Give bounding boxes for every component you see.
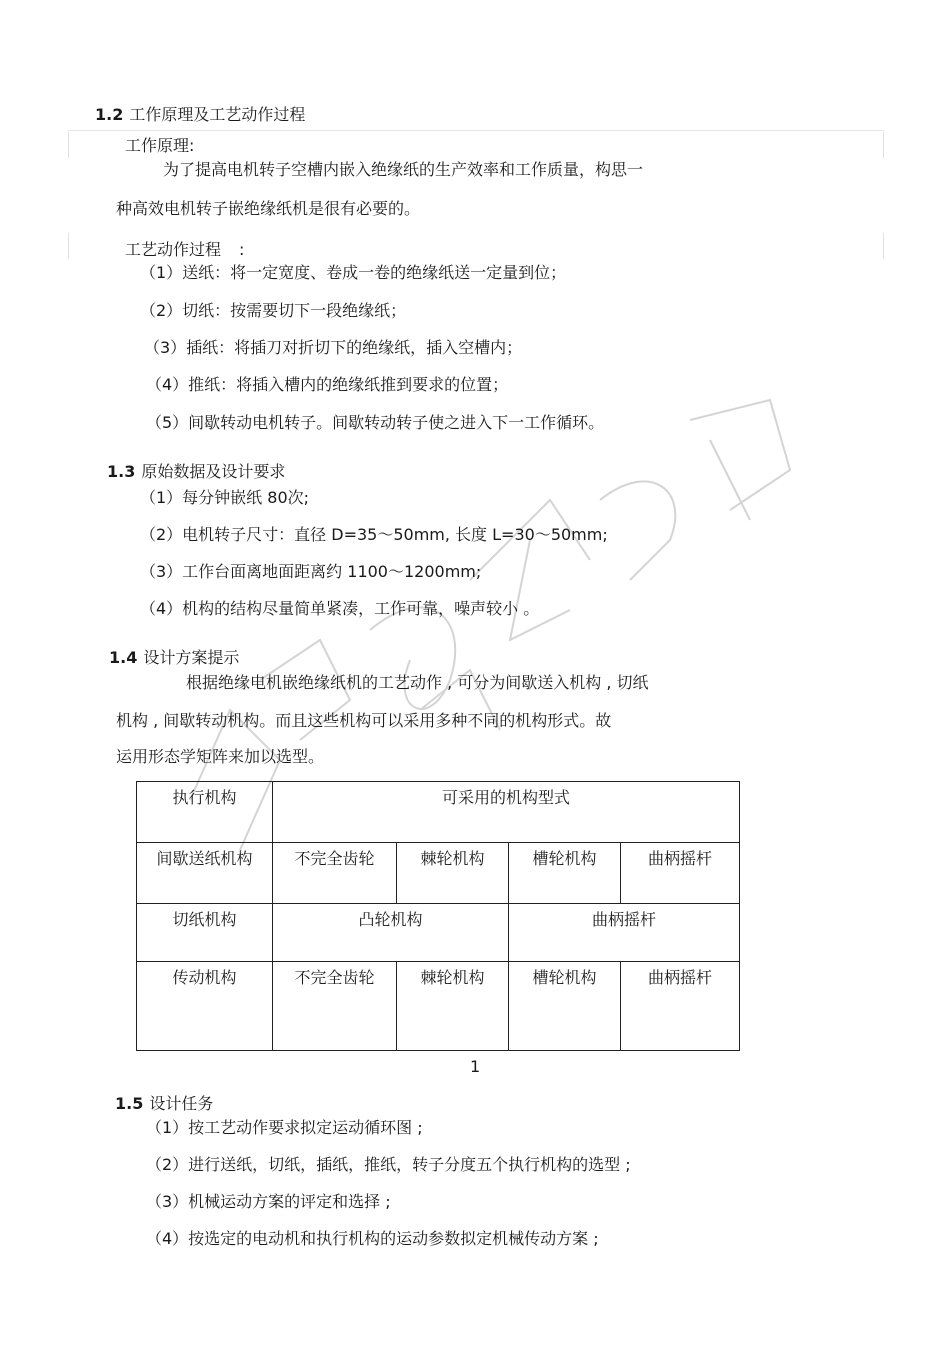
- section-number: 1.3: [107, 462, 136, 481]
- table-cell: 切纸机构: [137, 904, 273, 962]
- requirement-item: （2）电机转子尺寸：直径 D=35～50mm, 长度 L=30～50mm;: [140, 525, 608, 544]
- process-step: （1）送纸：将一定宽度、卷成一卷的绝缘纸送一定量到位；: [140, 263, 567, 282]
- divider: [68, 233, 69, 259]
- hint-line: 运用形态学矩阵来加以选型。: [116, 747, 325, 766]
- task-item: （2）进行送纸，切纸，插纸，推纸，转子分度五个执行机构的选型 ;: [146, 1155, 631, 1174]
- section-title: 设计任务: [149, 1094, 214, 1113]
- section-number: 1.2: [95, 105, 124, 124]
- table-cell: 棘轮机构: [397, 962, 509, 1051]
- task-item: （3）机械运动方案的评定和选择 ;: [146, 1192, 391, 1211]
- section-1-4-heading: [109, 648, 239, 668]
- requirement-item: （3）工作台面离地面距离约 1100～1200mm;: [140, 562, 482, 581]
- section-1-3-heading: [107, 462, 285, 482]
- principle-label: 工作原理:: [125, 136, 195, 155]
- table-cell: 曲柄摇杆: [509, 904, 740, 962]
- section-title: 设计方案提示: [143, 648, 240, 667]
- mechanism-table: [136, 781, 740, 1051]
- table-cell: 凸轮机构: [273, 904, 509, 962]
- table-row: [137, 904, 740, 962]
- principle-line: 种高效电机转子嵌绝缘纸机是很有必要的。: [116, 199, 421, 218]
- table-cell: 曲柄摇杆: [621, 962, 740, 1051]
- page-number: 1: [470, 1057, 481, 1076]
- requirement-item: （1）每分钟嵌纸 80次;: [140, 488, 310, 507]
- task-item: （1）按工艺动作要求拟定运动循环图 ;: [146, 1118, 423, 1137]
- divider: [68, 132, 69, 158]
- process-step: （2）切纸：按需要切下一段绝缘纸；: [140, 301, 407, 320]
- process-step: （4）推纸：将插入槽内的绝缘纸推到要求的位置；: [146, 375, 509, 394]
- section-number: 1.5: [115, 1094, 144, 1113]
- section-number: 1.4: [109, 648, 138, 667]
- table-cell: 间歇送纸机构: [137, 843, 273, 904]
- section-title: 原始数据及设计要求: [141, 462, 286, 481]
- table-cell: 传动机构: [137, 962, 273, 1051]
- process-colon: :: [239, 240, 245, 259]
- section-1-5-heading: [115, 1094, 213, 1114]
- divider: [883, 233, 884, 259]
- table-cell: 不完全齿轮: [273, 843, 397, 904]
- table-row: [137, 843, 740, 904]
- process-label: [125, 240, 244, 260]
- divider: [68, 130, 884, 131]
- table-cell: 棘轮机构: [397, 843, 509, 904]
- process-label-text: 工艺动作过程: [125, 240, 222, 259]
- divider: [883, 132, 884, 158]
- table-cell: 不完全齿轮: [273, 962, 397, 1051]
- section-title: 工作原理及工艺动作过程: [129, 105, 306, 124]
- table-row: [137, 782, 740, 843]
- table-header-cell: 可采用的机构型式: [273, 782, 740, 843]
- hint-line: 根据绝缘电机嵌绝缘纸机的工艺动作 , 可分为间歇送入机构 , 切纸: [186, 673, 649, 692]
- table-cell: 曲柄摇杆: [621, 843, 740, 904]
- hint-line: 机构 , 间歇转动机构。而且这些机构可以采用多种不同的机构形式。故: [116, 711, 612, 730]
- table-cell: 槽轮机构: [509, 843, 621, 904]
- requirement-item: （4）机构的结构尽量简单紧凑，工作可靠，噪声较小 。: [140, 599, 540, 618]
- process-step: （5）间歇转动电机转子。间歇转动转子使之进入下一工作循环。: [146, 413, 605, 432]
- process-step: （3）插纸：将插刀对折切下的绝缘纸，插入空槽内；: [144, 338, 523, 357]
- task-item: （4）按选定的电动机和执行机构的运动参数拟定机械传动方案 ;: [146, 1229, 599, 1248]
- table-row: [137, 962, 740, 1051]
- principle-line: 为了提高电机转子空槽内嵌入绝缘纸的生产效率和工作质量，构思一: [163, 160, 644, 179]
- table-header-cell: 执行机构: [137, 782, 273, 843]
- section-1-2-heading: [95, 105, 305, 125]
- table-cell: 槽轮机构: [509, 962, 621, 1051]
